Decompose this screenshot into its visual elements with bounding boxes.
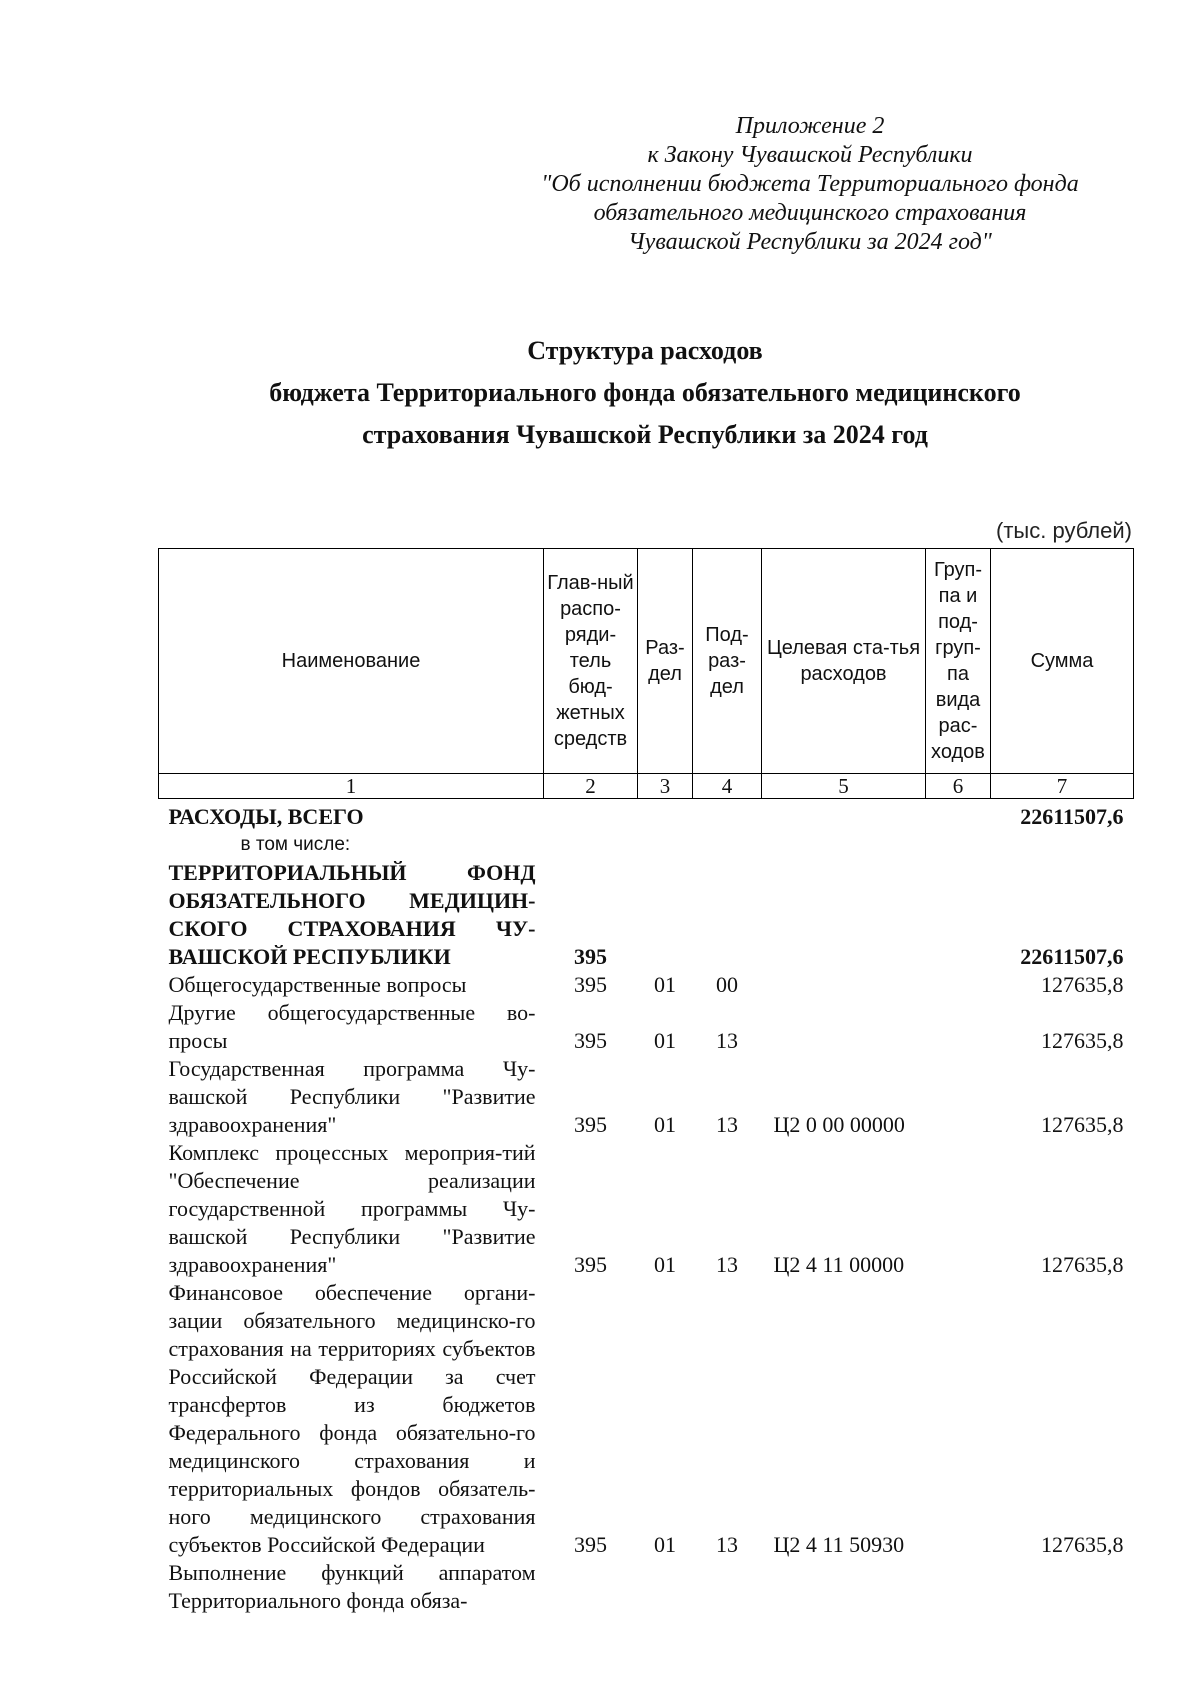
cell-sum: 127635,8 bbox=[1041, 1028, 1124, 1053]
row-name: Выполнение функций аппаратом Территориального фонда обяза- bbox=[168, 1560, 536, 1613]
row-name: Финансовое обеспечение органи-зации обязательного медицинско-го страхования на территориях субъектов Российской Федерации за счет трансфертов из бюджетов Федерального фонда обязательно-го медицинского страхования и территориальных фондов обязатель-ного медицинского страхования субъектов Российской Федерации bbox=[168, 1280, 536, 1557]
row-name: Государственная программа Чу-вашской Республики "Развитие здравоохранения" bbox=[168, 1056, 536, 1137]
header-sum: Сумма bbox=[991, 549, 1134, 774]
table-row bbox=[159, 1055, 1134, 1139]
cell-section bbox=[638, 799, 693, 860]
cell-expense-type bbox=[926, 1559, 991, 1615]
header-section: Раз-дел bbox=[638, 549, 693, 774]
cell-subsection bbox=[693, 1559, 762, 1615]
cell-expense-type bbox=[926, 971, 991, 999]
cell-sum bbox=[991, 1559, 1134, 1615]
cell-section bbox=[638, 859, 693, 971]
annex-line: обязательного медицинского страхования bbox=[593, 200, 1027, 226]
cell-expense-type bbox=[926, 1055, 991, 1139]
table-row bbox=[159, 971, 1134, 999]
cell-subsection bbox=[693, 799, 762, 860]
cell-expense-type bbox=[926, 999, 991, 1055]
header-target-article: Целевая ста-тья расходов bbox=[762, 549, 926, 774]
column-number-row bbox=[159, 774, 1134, 799]
column-number: 1 bbox=[159, 774, 544, 799]
cell-section: 01 bbox=[654, 1252, 676, 1277]
row-name: Общегосударственные вопросы bbox=[168, 972, 467, 997]
cell-sum: 127635,8 bbox=[1041, 1532, 1124, 1557]
budget-table bbox=[158, 548, 1134, 1615]
cell-target-article: Ц2 4 11 00000 bbox=[773, 1252, 905, 1277]
cell-main-manager: 395 bbox=[574, 1112, 607, 1137]
cell-target-article bbox=[762, 999, 926, 1055]
column-number: 7 bbox=[991, 774, 1134, 799]
cell-sum: 127635,8 bbox=[1041, 972, 1124, 997]
column-number: 3 bbox=[638, 774, 693, 799]
row-name: Комплекс процессных мероприя-тий "Обеспечение реализации государственной программы Чу-вашской Республики "Развитие здравоохранения" bbox=[168, 1140, 536, 1277]
table-row bbox=[159, 1559, 1134, 1615]
cell-main-manager: 395 bbox=[574, 1028, 607, 1053]
cell-expense-type bbox=[926, 859, 991, 971]
table-row bbox=[159, 1139, 1134, 1279]
cell-sum: 22611507,6 bbox=[1020, 804, 1124, 829]
cell-subsection: 13 bbox=[716, 1028, 738, 1053]
row-name bbox=[159, 799, 544, 860]
table-row bbox=[159, 999, 1134, 1055]
header-row bbox=[159, 549, 1134, 774]
cell-expense-type bbox=[926, 799, 991, 860]
units-label: (тыс. рублей) bbox=[996, 518, 1132, 543]
cell-subsection: 13 bbox=[716, 1532, 738, 1557]
title-line: бюджета Территориального фонда обязательного медицинского bbox=[269, 378, 1021, 407]
cell-target-article: Ц2 0 00 00000 bbox=[773, 1112, 905, 1137]
cell-subsection: 00 bbox=[716, 972, 738, 997]
cell-main-manager bbox=[544, 1559, 638, 1615]
title-line: страхования Чувашской Республики за 2024 год bbox=[362, 420, 928, 449]
table-row bbox=[159, 1279, 1134, 1559]
title-line: Структура расходов bbox=[527, 336, 763, 365]
cell-section: 01 bbox=[654, 1028, 676, 1053]
cell-section bbox=[638, 1559, 693, 1615]
table-row bbox=[159, 799, 1134, 860]
cell-main-manager: 395 bbox=[574, 1532, 607, 1557]
cell-target-article bbox=[762, 859, 926, 971]
row-name: Другие общегосударственные во-просы bbox=[168, 1000, 536, 1053]
cell-section: 01 bbox=[654, 1112, 676, 1137]
cell-target-article bbox=[762, 799, 926, 860]
header-main-manager: Глав-ный распо-ряди-тель бюд-жетных средств bbox=[544, 549, 638, 774]
cell-subsection: 13 bbox=[716, 1112, 738, 1137]
header-subsection: Под-раз-дел bbox=[693, 549, 762, 774]
column-number: 4 bbox=[693, 774, 762, 799]
annex-line: Чувашской Республики за 2024 год" bbox=[628, 229, 992, 255]
cell-target-article bbox=[762, 1559, 926, 1615]
cell-section: 01 bbox=[654, 1532, 676, 1557]
column-number: 6 bbox=[926, 774, 991, 799]
cell-sum: 127635,8 bbox=[1041, 1252, 1124, 1277]
cell-main-manager bbox=[544, 799, 638, 860]
cell-subsection bbox=[693, 859, 762, 971]
header-expense-type: Груп-па и под-груп-па вида рас-ходов bbox=[926, 549, 991, 774]
cell-main-manager: 395 bbox=[574, 972, 607, 997]
cell-target-article: Ц2 4 11 50930 bbox=[773, 1532, 905, 1557]
row-name: ТЕРРИТОРИАЛЬНЫЙ ФОНД ОБЯЗАТЕЛЬНОГО МЕДИЦИН-СКОГО СТРАХОВАНИЯ ЧУ-ВАШСКОЙ РЕСПУБЛИКИ bbox=[168, 860, 536, 969]
cell-target-article bbox=[762, 971, 926, 999]
annex-header bbox=[510, 112, 1110, 257]
cell-section: 01 bbox=[654, 972, 676, 997]
row-subtitle: в том числе: bbox=[240, 834, 351, 855]
cell-sum: 127635,8 bbox=[1041, 1112, 1124, 1137]
cell-main-manager: 395 bbox=[574, 944, 607, 969]
column-number: 2 bbox=[544, 774, 638, 799]
table-row bbox=[159, 859, 1134, 971]
cell-sum: 22611507,6 bbox=[1020, 944, 1124, 969]
header-name: Наименование bbox=[159, 549, 544, 774]
row-name-text: РАСХОДЫ, ВСЕГО bbox=[168, 804, 364, 829]
annex-line: Приложение 2 bbox=[735, 113, 885, 139]
annex-line: "Об исполнении бюджета Территориального фонда bbox=[541, 171, 1079, 197]
column-number: 5 bbox=[762, 774, 926, 799]
cell-subsection: 13 bbox=[716, 1252, 738, 1277]
cell-expense-type bbox=[926, 1279, 991, 1559]
document-title bbox=[150, 330, 1140, 456]
cell-expense-type bbox=[926, 1139, 991, 1279]
cell-main-manager: 395 bbox=[574, 1252, 607, 1277]
annex-line: к Закону Чувашской Республики bbox=[647, 142, 973, 168]
